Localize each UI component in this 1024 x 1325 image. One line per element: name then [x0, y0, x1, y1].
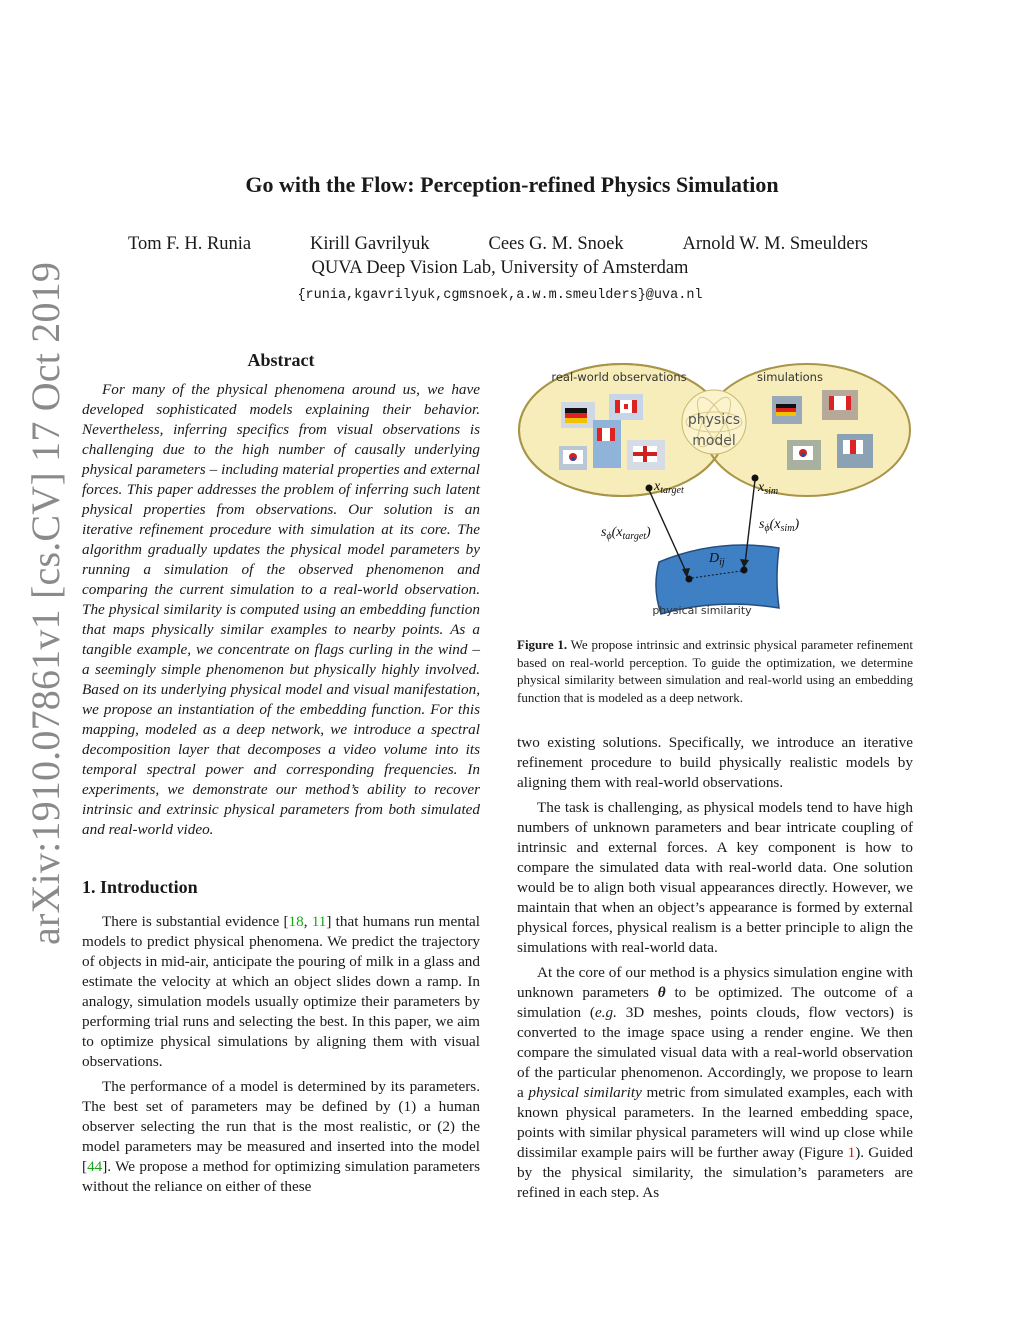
affiliation: QUVA Deep Vision Lab, University of Amsterdam: [311, 258, 689, 278]
author-emails: {runia,kgavrilyuk,cgmsnoek,a.w.m.smeulders}@uva.nl: [297, 288, 703, 303]
abstract-heading: Abstract: [247, 350, 315, 370]
x-target-label: $x_{target}$: [654, 479, 684, 496]
right-paragraph-1: two existing solutions. Specifically, we introduce an iterative refinement procedure to build physically realistic models by aligning them with real-world observations.: [517, 734, 913, 791]
intro-paragraph-1: There is substantial evidence [18, 11] that humans run mental models to predict physical phenomena. We predict the trajectory of objects in mid-air, anticipate the pouring of milk in a glass and estimate the velocity at which an object slides down a ramp. In analogy, simulation models usually optimize their parameters by performing trial runs and selecting the best. In this paper, we aim to optimize physical simulations by aligning them with visual observations.: [82, 913, 481, 1070]
figure-caption: Figure 1. We propose intrinsic and extrinsic physical parameter refinement based on real-world perception. To guide the optimization, we determine physical similarity between simulation and real-world using an embedding function that is modeled as a deep network.: [517, 637, 914, 705]
figure-reference-link[interactable]: 1: [847, 1144, 856, 1161]
abstract-text: For many of the physical phenomena around us, we have developed sophisticated models explaining their behavior. Nevertheless, inferring specifics from visual observations is challenging due to the high number of causally underlying physical parameters – including material properties and external forces. This paper addresses the problem of inferring such latent physical properties from observations. Our solution is an iterative refinement procedure with simulation at its core. The algorithm gradually updates the physical model parameters by running a simulation of the observed phenomenon and comparing the current simulation to a real-world observation. The physical similarity is computed using an embedding function that maps physically similar examples to nearby points. As a tangible example, we concentrate on flags curling in the wind – a seemingly simple phenomenon but physically highly involved. Based on its underlying physical model and visual manifestation, we propose an instantiation of the embedding function. For this mapping, modeled as a deep network, we introduce a spectral decomposition layer that decomposes a video volume into its temporal spectral power and corresponding frequencies. In experiments, we demonstrate our method’s ability to recover intrinsic and extrinsic physical parameters from both simulated and real-world video.: [82, 381, 480, 838]
simulations-label: simulations: [757, 370, 823, 384]
simulation-render: [787, 440, 821, 470]
author-list: [128, 234, 868, 255]
right-paragraph-2: The task is challenging, as physical models tend to have high numbers of unknown parameters and bear intricate coupling of intrinsic and external forces. A key component is how to compare the simulated data with real-world data. One solution would be to align both visual appearances directly. However, we maintain that when an object’s appearance is formed by external physical forces, physical realism is a better principle to align the simulations with real-world data.: [517, 799, 913, 956]
intro-paragraph-2: The performance of a model is determined by its parameters. The best set of parameters may be defined by (1) a human observer selecting the run that is the most realistic, or (2) the model parameters may be measured and inserted into the model [44]. We propose a method for optimizing simulation parameters without the reliance on either of these: [82, 1078, 480, 1195]
author-name: Kirill Gavrilyuk: [309, 234, 430, 254]
embedded-target-point: [686, 576, 693, 583]
s-phi-sim-label: $s_\phi(x_{sim})$: [759, 517, 800, 534]
physics-model-label: physics: [687, 412, 741, 428]
author-name: Tom F. H. Runia: [128, 234, 252, 254]
author-name: Cees G. M. Snoek: [488, 234, 624, 254]
simulation-render: [772, 396, 802, 424]
simulation-render: [822, 390, 858, 420]
real-world-photo: [561, 402, 595, 428]
figure-1-diagram: [517, 360, 913, 622]
x-sim-label: $x_{sim}$: [758, 480, 779, 497]
citation-link[interactable]: 44: [87, 1158, 103, 1175]
real-world-photo: [559, 446, 587, 470]
citation-link[interactable]: 11: [311, 913, 327, 930]
paper-title: Go with the Flow: Perception-refined Physics Simulation: [245, 172, 779, 197]
s-phi-target-label: $s_\phi(x_{target})$: [601, 525, 651, 542]
real-world-label: real-world observations: [551, 370, 687, 384]
embedded-sim-point: [741, 567, 748, 574]
distance-label: $D_{ij}$: [709, 551, 725, 568]
real-world-photo: [593, 420, 621, 468]
arxiv-identifier: arXiv:1910.07861v1 [cs.CV] 17 Oct 2019: [23, 261, 68, 945]
plane-label: physical similarity: [652, 604, 752, 617]
citation-link[interactable]: 18: [288, 913, 304, 930]
simulation-render: [837, 434, 873, 468]
real-world-photo: [609, 394, 643, 420]
introduction-heading: 1. Introduction: [82, 877, 198, 897]
physics-model-label: model: [692, 433, 736, 449]
right-paragraph-3: At the core of our method is a physics simulation engine with unknown parameters θ to be optimized. The outcome of a simulation (e.g. 3D meshes, points clouds, flow vectors) is converted to the image space using a render engine. We then compare the simulated visual data with a real-world observation of the particular phenomenon. Accordingly, we propose to learn a physical similarity metric from simulated examples, each with known physical parameters. In the learned embedding space, points with similar physical parameters will wind up close while dissimilar example pairs will be further away (Figure 1). Guided by the physical similarity, the simulation’s parameters are refined in each step. As: [517, 964, 914, 1201]
author-name: Arnold W. M. Smeulders: [682, 234, 868, 254]
caption-label: Figure 1.: [517, 637, 568, 652]
real-world-photo: [627, 440, 665, 470]
right-column-body: [517, 733, 913, 1203]
figure-1: [517, 360, 913, 622]
introduction-body: [82, 912, 480, 1197]
